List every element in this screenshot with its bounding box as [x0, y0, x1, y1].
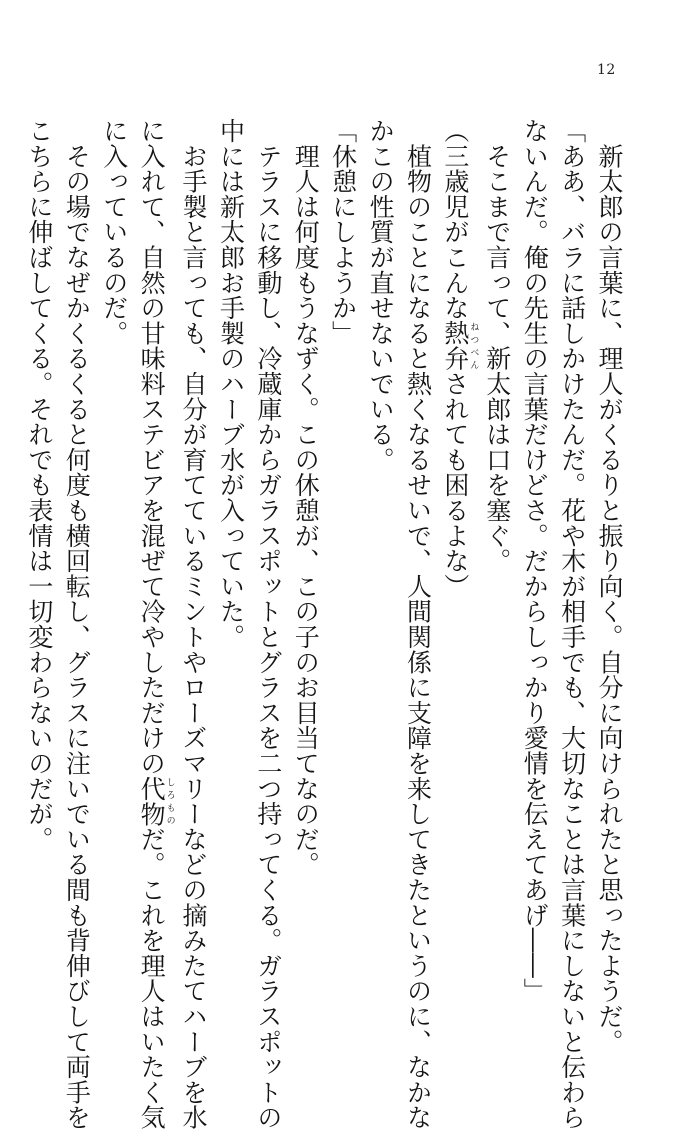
text-line: こちらに伸ばしてくる。それでも表情は一切変わらないのだが。 [24, 118, 54, 852]
text-line [133, 118, 175, 1130]
text-segment: （三歳児がこんな [440, 118, 470, 321]
text-line: 「休憩にしようか」 [328, 118, 358, 346]
text-line [436, 118, 478, 978]
text-line: 理人は何度もうなずく。この休憩が、この子のお目当てなのだ。 [291, 118, 321, 877]
text-line: テラスに移動し、冷蔵庫からガラスポットとグラスを二つ持ってくる。ガラスポットの [253, 118, 283, 1130]
text-segment: されても困るよな） [440, 371, 470, 599]
ruby-base: 代物 [137, 775, 167, 827]
ruby-word [440, 320, 479, 372]
text-line: その場でなぜかくるくると何度も横回転し、グラスに注いでいる間も背伸びして両手を [62, 118, 92, 1130]
text-line: 新太郎の言葉に、理人がくるりと振り向く。自分に向けられたと思ったようだ。 [595, 118, 624, 1055]
text-segment: に入れて、自然の甘味料ステビアを混ぜて冷やしただけの [137, 118, 167, 776]
text-line: 植物のことになると熱くなるせいで、人間関係に支障を来してきたというのに、なかな [403, 118, 433, 1130]
ruby-word [137, 775, 175, 827]
text-line: かこの性質が直せないでいる。 [366, 118, 396, 473]
text-segment: だ。これを理人はいたく気 [137, 826, 167, 1130]
text-line: ないんだ。俺の先生の言葉だけどさ。だからしっかり愛情を伝えてあげ――」 [520, 118, 550, 1004]
ruby-reading: ねつべん [468, 320, 479, 371]
text-line: 中には新太郎お手製のハーブ水が入っていた。 [216, 118, 246, 650]
text-line: お手製と言っても、自分が育てているミントやローズマリーなどの摘みたてハーブを水 [179, 118, 209, 1130]
page-number: 12 [597, 62, 616, 78]
ruby-base: 熱弁 [440, 320, 470, 372]
vertical-body-text [21, 118, 629, 1130]
text-line: に入っているのだ。 [99, 118, 129, 346]
ruby-reading: しろもの [164, 775, 175, 827]
text-line: そこまで言って、新太郎は口を塞ぐ。 [482, 118, 512, 574]
text-line: 「ああ、バラに話しかけたんだ。花や木が相手でも、大切なことは言葉にしないと伝わら [557, 118, 587, 1130]
